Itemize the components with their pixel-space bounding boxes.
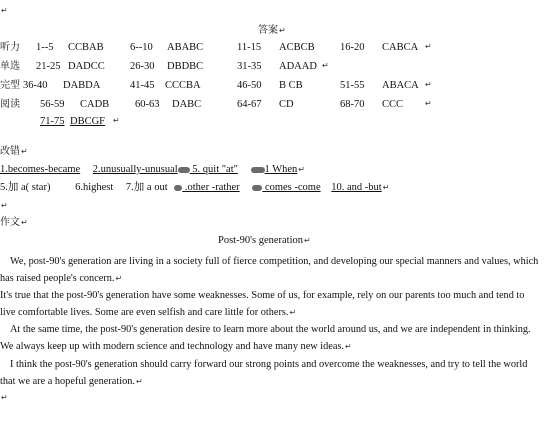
correction-item: 1.becomes-became [0, 164, 81, 175]
smudge-mark [252, 185, 262, 191]
correction-item: 6.highest [75, 182, 114, 193]
answer-code: CD [279, 99, 294, 110]
answer-code: ABACA [382, 80, 419, 91]
answers-title: 答案↵ [258, 25, 286, 36]
answer-row-label: 阅读 [0, 99, 20, 110]
answer-code: DBCGF [70, 116, 106, 127]
answer-code: CCCBA [165, 80, 201, 91]
answer-range: 51-55 [340, 80, 365, 91]
essay-paragraph-1: We, post-90's generation are living in a society full of fierce competition, and developing our special manners and values, which has raised people's concern.↵ [0, 256, 539, 284]
correction-item: 10. and -but [331, 182, 382, 193]
answer-code: CABCA [382, 42, 419, 53]
answer-range: 16-20 [340, 42, 365, 53]
answer-code: DABDA [63, 80, 101, 91]
answer-code: CADB [80, 99, 110, 110]
answer-range: 1--5 [36, 42, 54, 53]
answer-range: 56-59 [40, 99, 65, 110]
answer-row-label: 单选 [0, 61, 20, 72]
correction-item: comes -come [252, 182, 320, 193]
answer-range: 60-63 [135, 99, 160, 110]
answer-row-label: 听力 [0, 42, 20, 53]
correction-item: 5.加 a( star) [0, 182, 51, 193]
correction-item: 5. quit "at" [189, 164, 238, 175]
answer-range: 31-35 [237, 61, 262, 72]
correction-item: 1 When [251, 164, 298, 175]
answer-code: DADCC [68, 61, 105, 72]
answer-range: 36-40 [23, 80, 48, 91]
answer-code: DBDBC [167, 61, 204, 72]
answer-range: 71-75 [40, 116, 65, 127]
answer-code: ACBCB [279, 42, 315, 53]
smudge-mark [178, 167, 190, 173]
answer-range: 64-67 [237, 99, 262, 110]
paragraph-mark: ↵ [425, 80, 432, 89]
paragraph-mark: ↵ [1, 201, 8, 210]
corrections-line-1: 1.becomes-became 2.unusually-unusual 5. quit "at" 1 When↵ [0, 164, 305, 175]
paragraph-mark: ↵ [1, 393, 8, 402]
essay-section-title: 作文↵ [0, 217, 28, 228]
corrections-line-2: 5.加 a( star) 6.highest 7.加 a out .other -rather comes -come 10. and -but↵ [0, 182, 390, 193]
answer-range: 11-15 [237, 42, 262, 53]
answer-range: 46-50 [237, 80, 262, 91]
corrections-title: 改错↵ [0, 146, 28, 157]
essay-paragraph-3: At the same time, the post-90's generation desire to learn more about the world around us, and we are independent in thinking. We always keep up with modern science and technology and have many new ideas.↵ [0, 324, 531, 352]
essay-heading: Post-90's generation↵ [218, 235, 311, 246]
paragraph-mark: ↵ [1, 6, 8, 15]
essay-paragraph-2: It's true that the post-90's generation have some weaknesses. Some of us, for example, rely on our parents too much and tend to live comfortable lives. Some are even selfish and care little for others.↵ [0, 290, 525, 318]
smudge-mark [251, 167, 265, 173]
essay-paragraph-4: I think the post-90's generation should carry forward our strong points and overcome the weaknesses, and try to tell the world that we are a hopeful generation.↵ [0, 359, 528, 387]
answer-range: 6--10 [130, 42, 153, 53]
answer-range: 21-25 [36, 61, 61, 72]
answer-code: CCC [382, 99, 404, 110]
paragraph-mark: ↵ [322, 61, 329, 70]
answer-range: 41-45 [130, 80, 155, 91]
answer-row-label: 完型 [0, 80, 20, 91]
answer-range: 26-30 [130, 61, 155, 72]
answer-code: ABABC [167, 42, 204, 53]
smudge-mark [174, 185, 182, 191]
correction-item: .other -rather [174, 182, 239, 193]
paragraph-mark: ↵ [425, 99, 432, 108]
correction-item: 2.unusually-unusual [92, 164, 178, 175]
answer-range: 68-70 [340, 99, 365, 110]
paragraph-mark: ↵ [113, 116, 120, 125]
paragraph-mark: ↵ [425, 42, 432, 51]
answer-code: B CB [279, 80, 303, 91]
answer-code: ADAAD [279, 61, 317, 72]
answer-code: CCBAB [68, 42, 104, 53]
correction-item: 7.加 a out [125, 182, 168, 193]
answer-code: DABC [172, 99, 202, 110]
